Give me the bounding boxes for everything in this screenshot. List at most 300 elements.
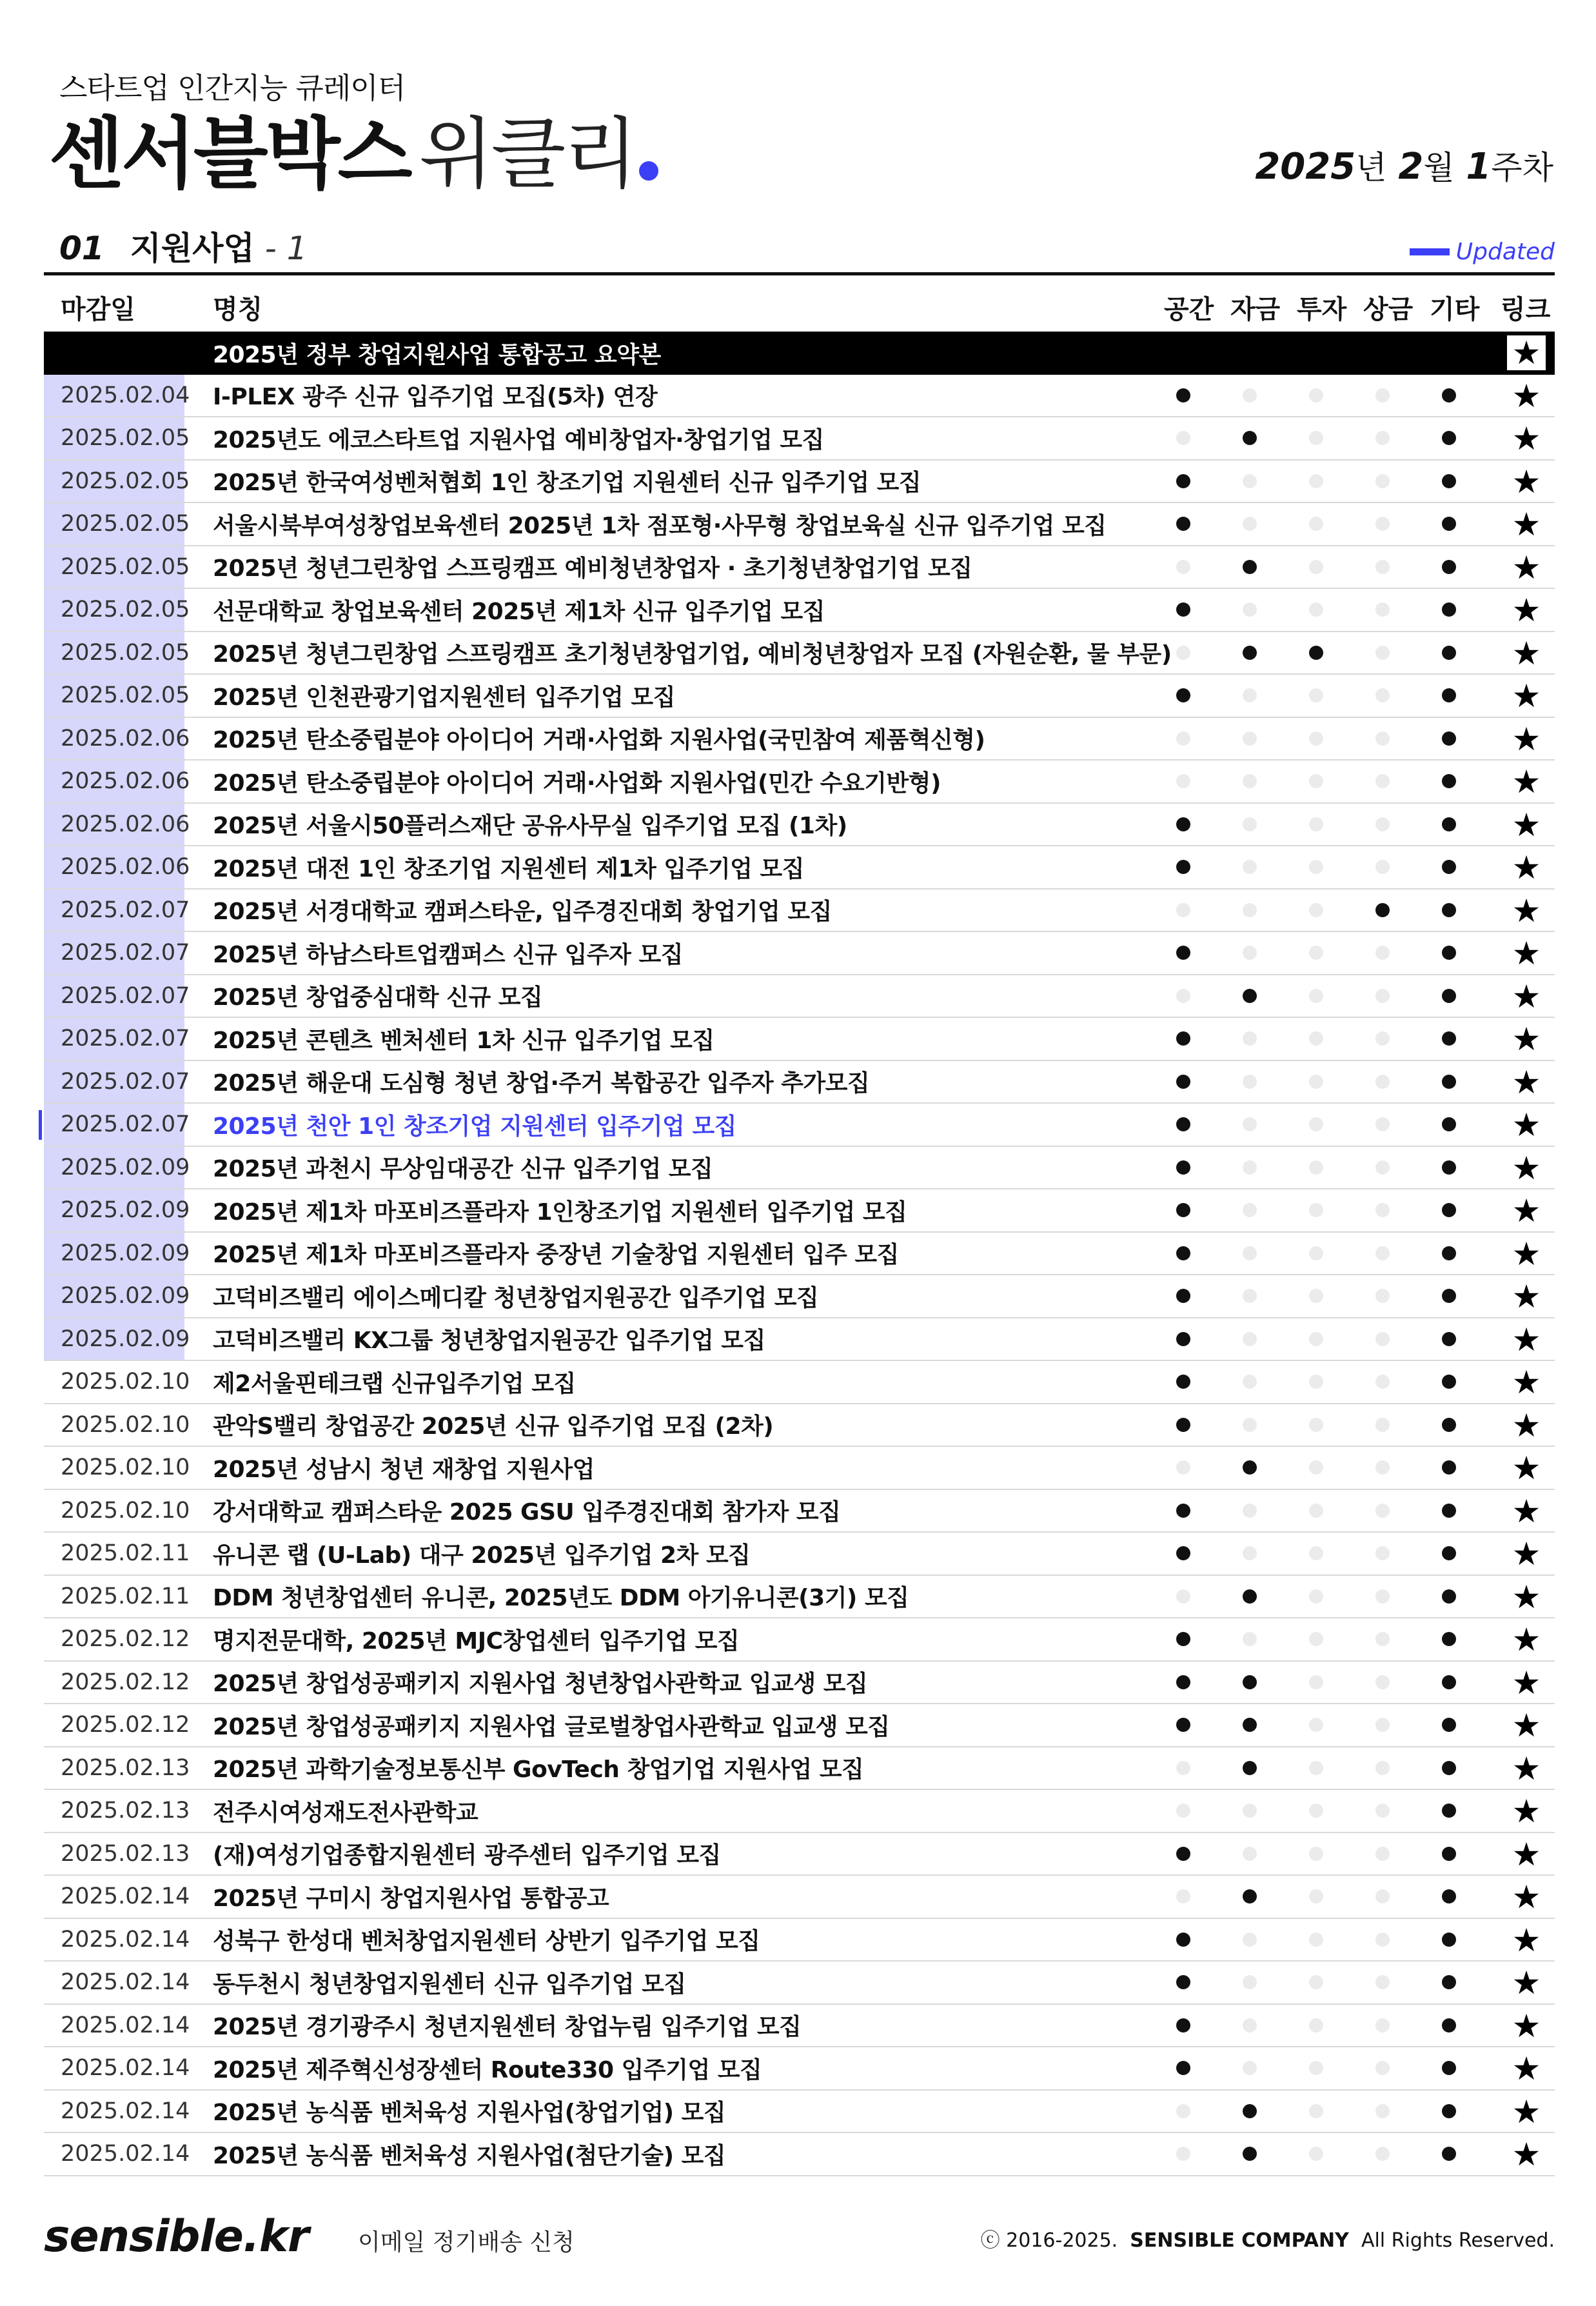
table-row[interactable] [44, 932, 1555, 975]
empty-dot-icon [1375, 774, 1390, 788]
empty-dot-icon [1243, 388, 1257, 403]
empty-dot-icon [1309, 1332, 1323, 1346]
row-prize-cell [1363, 804, 1402, 846]
empty-dot-icon [1375, 560, 1390, 574]
brand-bold: 센서블박스 [49, 110, 410, 199]
row-space-cell [1164, 1189, 1203, 1231]
row-deadline: 2025.02.10 [61, 1455, 190, 1481]
row-deadline: 2025.02.09 [44, 1147, 184, 1189]
row-prize-cell [1363, 1662, 1402, 1704]
row-prize-cell [1363, 1490, 1402, 1532]
row-title[interactable]: 2025년 과천시 무상임대공간 신규 입주기업 모집 [213, 1156, 713, 1183]
col-link: 링크 [1501, 295, 1551, 324]
star-link-icon[interactable]: ★ [1507, 1794, 1546, 1829]
row-prize-cell [1363, 1919, 1402, 1961]
row-fund-cell [1230, 1104, 1269, 1146]
row-etc-cell [1430, 1189, 1468, 1231]
star-link-icon[interactable]: ★ [1507, 2051, 1546, 2086]
row-prize-cell [1363, 503, 1402, 545]
row-title[interactable]: 2025년 제1차 마포비즈플라자 1인창조기업 지원센터 입주기업 모집 [213, 1198, 907, 1226]
updated-bar-icon [1410, 248, 1450, 255]
row-title[interactable]: 2025년 대전 1인 창조기업 지원센터 제1차 입주기업 모집 [213, 855, 805, 882]
table-row[interactable] [44, 1447, 1555, 1490]
empty-dot-icon [1375, 1847, 1390, 1861]
row-title[interactable]: 2025년 제주혁신성장센터 Route330 입주기업 모집 [213, 2056, 762, 2083]
copyright-company: SENSIBLE COMPANY [1130, 2229, 1349, 2252]
empty-dot-icon [1375, 1804, 1390, 1818]
star-link-icon[interactable]: ★ [1507, 979, 1546, 1014]
row-title[interactable]: 관악S밸리 창업공간 2025년 신규 입주기업 모집 (2차) [213, 1413, 774, 1440]
star-link-icon[interactable]: ★ [1507, 2137, 1546, 2172]
table-row[interactable] [44, 1104, 1555, 1147]
filled-dot-icon [1243, 1589, 1257, 1604]
row-space-cell [1164, 760, 1203, 802]
table-row[interactable] [44, 890, 1555, 933]
star-link-icon[interactable]: ★ [1507, 335, 1546, 370]
row-fund-cell [1230, 1962, 1269, 2003]
empty-dot-icon [1176, 2104, 1190, 2118]
row-title[interactable]: 2025년 탄소중립분야 아이디어 거래·사업화 지원사업(민간 수요기반형) [213, 770, 941, 797]
row-deadline: 2025.02.10 [61, 1369, 190, 1395]
empty-dot-icon [1243, 2061, 1257, 2075]
empty-dot-icon [1309, 2018, 1323, 2033]
empty-dot-icon [1309, 903, 1323, 917]
row-etc-cell [1430, 1490, 1468, 1532]
table-row[interactable] [44, 2047, 1555, 2091]
filled-dot-icon [1442, 903, 1456, 917]
row-title[interactable]: 2025년 해운대 도심형 청년 창업·주거 복합공간 입주자 추가모집 [213, 1070, 870, 1097]
col-date: 마감일 [61, 295, 135, 324]
row-prize-cell [1363, 1018, 1402, 1060]
row-title[interactable]: 2025년 청년그린창업 스프링캠프 초기청년창업기업, 예비청년창업자 모집 (자원순환, 물 부문) [213, 641, 1172, 668]
row-space-cell [1164, 890, 1203, 931]
row-etc-cell [1430, 1018, 1468, 1060]
row-prize-cell [1363, 1704, 1402, 1746]
table-row[interactable] [44, 1876, 1555, 1919]
row-title[interactable]: 명지전문대학, 2025년 MJC창업센터 입주기업 모집 [213, 1627, 740, 1655]
empty-dot-icon [1375, 1332, 1390, 1346]
row-invest-cell [1297, 375, 1335, 417]
row-space-cell [1164, 1147, 1203, 1189]
row-prize-cell [1363, 2047, 1402, 2089]
empty-dot-icon [1243, 1847, 1257, 1861]
row-title[interactable]: 고덕비즈밸리 에이스메디칼 청년창업지원공간 입주기업 모집 [213, 1284, 819, 1311]
table-row[interactable] [44, 718, 1555, 761]
row-etc-cell [1430, 1533, 1468, 1575]
filled-dot-icon [1176, 1632, 1190, 1646]
row-prize-cell [1363, 1833, 1402, 1875]
row-title[interactable]: 2025년 창업성공패키지 지원사업 청년창업사관학교 입교생 모집 [213, 1671, 868, 1698]
star-link-icon[interactable]: ★ [1507, 507, 1546, 542]
empty-dot-icon [1176, 1761, 1190, 1775]
table-row[interactable] [44, 804, 1555, 847]
row-title[interactable]: 2025년 서울시50플러스재단 공유사무실 입주기업 모집 (1차) [213, 813, 847, 840]
row-invest-cell [1297, 1833, 1335, 1875]
table-row[interactable] [44, 2133, 1555, 2176]
filled-dot-icon [1442, 1075, 1456, 1089]
table-row[interactable] [44, 461, 1555, 504]
star-link-icon[interactable]: ★ [1507, 636, 1546, 671]
empty-dot-icon [1243, 1632, 1257, 1646]
row-deadline: 2025.02.05 [44, 503, 184, 545]
row-fund-cell [1230, 1404, 1269, 1446]
star-link-icon[interactable]: ★ [1507, 1151, 1546, 1186]
row-prize-cell [1363, 760, 1402, 802]
row-fund-cell [1230, 1704, 1269, 1746]
row-etc-cell [1430, 417, 1468, 459]
row-etc-cell [1430, 1061, 1468, 1103]
filled-dot-icon [1176, 1160, 1190, 1175]
filled-dot-icon [1442, 517, 1456, 531]
filled-dot-icon [1243, 1718, 1257, 1732]
star-link-icon[interactable]: ★ [1507, 593, 1546, 628]
table-row[interactable] [44, 1275, 1555, 1318]
row-title[interactable]: I-PLEX 광주 신규 입주기업 모집(5차) 연장 [213, 384, 658, 411]
empty-dot-icon [1243, 731, 1257, 746]
row-prize-cell [1363, 1361, 1402, 1403]
row-title[interactable]: 고덕비즈밸리 KX그룹 청년창업지원공간 입주기업 모집 [213, 1327, 765, 1355]
row-etc-cell [1430, 1618, 1468, 1660]
copyright-suffix: All Rights Reserved. [1361, 2229, 1555, 2252]
row-prize-cell [1363, 375, 1402, 417]
summary-title[interactable]: 2025년 정부 창업지원사업 통합공고 요약본 [213, 341, 661, 368]
row-deadline: 2025.02.07 [44, 1061, 184, 1103]
row-etc-cell [1430, 1662, 1468, 1704]
star-link-icon[interactable]: ★ [1507, 1708, 1546, 1743]
table-row[interactable] [44, 589, 1555, 632]
table-row[interactable] [44, 1919, 1555, 1962]
table-row[interactable] [44, 1147, 1555, 1190]
row-etc-cell [1430, 375, 1468, 417]
star-link-icon[interactable]: ★ [1507, 1665, 1546, 1700]
section-title [59, 223, 307, 269]
row-etc-cell [1430, 718, 1468, 760]
row-title[interactable]: 2025년 청년그린창업 스프링캠프 예비청년창업자 · 초기청년창업기업 모집 [213, 555, 972, 582]
table-row[interactable] [44, 1318, 1555, 1362]
subscribe-link[interactable]: 이메일 정기배송 신청 [358, 2229, 575, 2256]
row-invest-cell [1297, 1447, 1335, 1489]
table-row[interactable] [44, 975, 1555, 1019]
row-title[interactable]: 2025년 서경대학교 캠퍼스타운, 입주경진대회 창업기업 모집 [213, 899, 832, 926]
row-fund-cell [1230, 1490, 1269, 1532]
row-title[interactable]: 2025년 과학기술정보통신부 GovTech 창업기업 지원사업 모집 [213, 1756, 864, 1784]
empty-dot-icon [1309, 860, 1323, 874]
row-title[interactable]: 2025년 천안 1인 창조기업 지원센터 입주기업 모집 [213, 1113, 736, 1140]
table-row[interactable] [44, 1533, 1555, 1576]
table-row[interactable] [44, 632, 1555, 675]
row-title[interactable]: 2025년 탄소중립분야 아이디어 거래·사업화 지원사업(국민참여 제품혁신형) [213, 727, 985, 754]
row-fund-cell [1230, 461, 1269, 502]
empty-dot-icon [1176, 2147, 1190, 2161]
empty-dot-icon [1243, 688, 1257, 702]
empty-dot-icon [1309, 431, 1323, 445]
row-invest-cell [1297, 417, 1335, 459]
row-title[interactable]: 2025년 한국여성벤처협회 1인 창조기업 지원센터 신규 입주기업 모집 [213, 470, 921, 497]
star-link-icon[interactable]: ★ [1507, 808, 1546, 842]
row-invest-cell [1297, 2005, 1335, 2047]
row-prize-cell [1363, 1447, 1402, 1489]
table-row[interactable] [44, 503, 1555, 546]
filled-dot-icon [1442, 1933, 1456, 1947]
filled-dot-icon [1442, 388, 1456, 403]
table-row[interactable] [44, 546, 1555, 590]
table-row[interactable] [44, 1189, 1555, 1233]
row-invest-cell [1297, 2091, 1335, 2132]
table-row[interactable] [44, 1061, 1555, 1104]
row-fund-cell [1230, 890, 1269, 931]
filled-dot-icon [1442, 474, 1456, 488]
row-fund-cell [1230, 2047, 1269, 2089]
filled-dot-icon [1442, 817, 1456, 831]
filled-dot-icon [1442, 560, 1456, 574]
row-title[interactable]: 동두천시 청년창업지원센터 신규 입주기업 모집 [213, 1971, 686, 1998]
filled-dot-icon [1176, 1675, 1190, 1689]
empty-dot-icon [1243, 1203, 1257, 1217]
row-title[interactable]: DDM 청년창업센터 유니콘, 2025년도 DDM 아기유니콘(3기) 모집 [213, 1585, 909, 1612]
summary-row[interactable] [44, 332, 1555, 375]
filled-dot-icon [1176, 602, 1190, 617]
empty-dot-icon [1243, 1332, 1257, 1346]
filled-dot-icon [1176, 688, 1190, 702]
row-fund-cell [1230, 1790, 1269, 1832]
col-etc: 기타 [1430, 295, 1480, 324]
star-link-icon[interactable]: ★ [1507, 1237, 1546, 1271]
row-space-cell [1164, 2005, 1203, 2047]
row-invest-cell [1297, 1533, 1335, 1575]
star-link-icon[interactable]: ★ [1507, 1279, 1546, 1314]
row-space-cell [1164, 1662, 1203, 1704]
row-title[interactable]: 2025년 콘텐츠 벤처센터 1차 신규 입주기업 모집 [213, 1027, 714, 1054]
star-link-icon[interactable]: ★ [1507, 2009, 1546, 2043]
table-row[interactable] [44, 375, 1555, 418]
filled-dot-icon [1176, 1504, 1190, 1518]
row-deadline: 2025.02.14 [61, 1884, 190, 1910]
filled-dot-icon [1442, 2061, 1456, 2075]
empty-dot-icon [1176, 560, 1190, 574]
row-title[interactable]: 2025년 창업성공패키지 지원사업 글로벌창업사관학교 입교생 모집 [213, 1713, 890, 1740]
row-title[interactable]: 전주시여성재도전사관학교 [213, 1799, 478, 1826]
table-row[interactable] [44, 760, 1555, 804]
table-row[interactable] [44, 1490, 1555, 1533]
empty-dot-icon [1375, 817, 1390, 831]
row-invest-cell [1297, 2047, 1335, 2089]
row-space-cell [1164, 1233, 1203, 1275]
empty-dot-icon [1309, 1761, 1323, 1775]
row-deadline: 2025.02.05 [44, 632, 184, 674]
filled-dot-icon [1442, 1975, 1456, 1989]
star-link-icon[interactable]: ★ [1507, 550, 1546, 585]
table-header [44, 277, 1555, 329]
star-link-icon[interactable]: ★ [1507, 893, 1546, 928]
table-row[interactable] [44, 1018, 1555, 1061]
row-etc-cell [1430, 1876, 1468, 1918]
empty-dot-icon [1243, 817, 1257, 831]
row-etc-cell [1430, 1747, 1468, 1789]
empty-dot-icon [1309, 388, 1323, 403]
star-link-icon[interactable]: ★ [1507, 1494, 1546, 1529]
star-link-icon[interactable]: ★ [1507, 1193, 1546, 1228]
table-row[interactable] [44, 1233, 1555, 1276]
empty-dot-icon [1375, 431, 1390, 445]
empty-dot-icon [1176, 1804, 1190, 1818]
empty-dot-icon [1176, 989, 1190, 1003]
row-title[interactable]: 유니콘 랩 (U-Lab) 대구 2025년 입주기업 2차 모집 [213, 1542, 751, 1569]
filled-dot-icon [1442, 2147, 1456, 2161]
table-row[interactable] [44, 1576, 1555, 1619]
row-title[interactable]: 2025년도 에코스타트업 지원사업 예비창업자·창업기업 모집 [213, 426, 824, 453]
row-title[interactable]: 2025년 경기광주시 청년지원센터 창업누림 입주기업 모집 [213, 2014, 802, 2041]
row-title[interactable]: 성북구 한성대 벤처창업지원센터 상반기 입주기업 모집 [213, 1928, 760, 1955]
star-link-icon[interactable]: ★ [1507, 850, 1546, 885]
table-row[interactable] [44, 417, 1555, 461]
empty-dot-icon [1309, 1718, 1323, 1732]
row-title[interactable]: 2025년 창업중심대학 신규 모집 [213, 984, 543, 1011]
table-row[interactable] [44, 2091, 1555, 2134]
filled-dot-icon [1442, 1632, 1456, 1646]
filled-dot-icon [1176, 388, 1190, 403]
row-title[interactable]: 2025년 구미시 창업지원사업 통합공고 [213, 1885, 609, 1912]
row-prize-cell [1363, 1104, 1402, 1146]
table-row[interactable] [44, 1618, 1555, 1662]
row-title[interactable]: 2025년 농식품 벤처육성 지원사업(창업기업) 모집 [213, 2100, 726, 2127]
row-prize-cell [1363, 1147, 1402, 1189]
star-link-icon[interactable]: ★ [1507, 1322, 1546, 1357]
row-etc-cell [1430, 1790, 1468, 1832]
row-space-cell [1164, 804, 1203, 846]
star-link-icon[interactable]: ★ [1507, 1108, 1546, 1142]
star-link-icon[interactable]: ★ [1507, 764, 1546, 799]
star-link-icon[interactable]: ★ [1507, 1923, 1546, 1958]
table-row[interactable] [44, 675, 1555, 718]
table-row[interactable] [44, 1361, 1555, 1404]
row-deadline: 2025.02.14 [61, 2098, 190, 2124]
empty-dot-icon [1375, 1418, 1390, 1432]
row-etc-cell [1430, 1576, 1468, 1618]
empty-dot-icon [1375, 517, 1390, 531]
empty-dot-icon [1309, 1546, 1323, 1560]
empty-dot-icon [1375, 1933, 1390, 1947]
star-link-icon[interactable]: ★ [1507, 1065, 1546, 1100]
row-deadline: 2025.02.12 [61, 1712, 190, 1738]
footer-logo[interactable]: sensible.kr [44, 2211, 309, 2262]
row-fund-cell [1230, 1233, 1269, 1275]
row-title[interactable]: 제2서울핀테크랩 신규입주기업 모집 [213, 1370, 576, 1397]
empty-dot-icon [1375, 1117, 1390, 1131]
row-invest-cell [1297, 1490, 1335, 1532]
star-link-icon[interactable]: ★ [1507, 421, 1546, 456]
row-title[interactable]: 강서대학교 캠퍼스타운 2025 GSU 입주경진대회 참가자 모집 [213, 1499, 841, 1526]
week-number-unit: 주차 [1491, 149, 1553, 186]
star-link-icon[interactable]: ★ [1507, 679, 1546, 713]
table-row[interactable] [44, 1790, 1555, 1833]
week-label [1255, 142, 1553, 188]
row-title[interactable]: 서울시북부여성창업보육센터 2025년 1차 점포형·사무형 창업보육실 신규 입주기업 모집 [213, 512, 1107, 539]
row-deadline: 2025.02.14 [61, 2012, 190, 2038]
empty-dot-icon [1309, 474, 1323, 488]
filled-dot-icon [1176, 860, 1190, 874]
row-space-cell [1164, 1104, 1203, 1146]
table-row[interactable] [44, 1662, 1555, 1705]
empty-dot-icon [1309, 1675, 1323, 1689]
empty-dot-icon [1243, 1031, 1257, 1046]
star-link-icon[interactable]: ★ [1507, 1837, 1546, 1872]
star-link-icon[interactable]: ★ [1507, 379, 1546, 413]
row-title[interactable]: 2025년 하남스타트업캠퍼스 신규 입주자 모집 [213, 941, 684, 968]
star-link-icon[interactable]: ★ [1507, 1622, 1546, 1657]
section-sub: - 1 [254, 230, 308, 267]
row-deadline: 2025.02.14 [61, 1926, 190, 1953]
row-etc-cell [1430, 1404, 1468, 1446]
row-deadline: 2025.02.07 [44, 1104, 184, 1146]
star-link-icon[interactable]: ★ [1507, 1022, 1546, 1057]
row-title[interactable]: 2025년 성남시 청년 재창업 지원사업 [213, 1456, 595, 1483]
row-invest-cell [1297, 1361, 1335, 1403]
row-fund-cell [1230, 1833, 1269, 1875]
row-invest-cell [1297, 1747, 1335, 1789]
row-space-cell [1164, 1747, 1203, 1789]
table-row[interactable] [44, 1704, 1555, 1747]
row-title[interactable]: 2025년 인천관광기업지원센터 입주기업 모집 [213, 684, 675, 711]
star-link-icon[interactable]: ★ [1507, 1536, 1546, 1571]
row-fund-cell [1230, 846, 1269, 888]
empty-dot-icon [1243, 1975, 1257, 1989]
empty-dot-icon [1375, 731, 1390, 746]
empty-dot-icon [1375, 1589, 1390, 1604]
row-title[interactable]: (재)여성기업종합지원센터 광주센터 입주기업 모집 [213, 1842, 721, 1869]
row-space-cell [1164, 503, 1203, 545]
row-prize-cell [1363, 461, 1402, 502]
star-link-icon[interactable]: ★ [1507, 2094, 1546, 2129]
table-row[interactable] [44, 846, 1555, 890]
empty-dot-icon [1309, 1889, 1323, 1903]
brand-light: 위클리 [419, 110, 636, 199]
row-deadline: 2025.02.13 [61, 1798, 190, 1824]
row-fund-cell [1230, 1747, 1269, 1789]
empty-dot-icon [1375, 688, 1390, 702]
star-link-icon[interactable]: ★ [1507, 1580, 1546, 1615]
row-prize-cell [1363, 1233, 1402, 1275]
star-link-icon[interactable]: ★ [1507, 722, 1546, 757]
empty-dot-icon [1309, 774, 1323, 788]
row-invest-cell [1297, 1876, 1335, 1918]
row-title[interactable]: 선문대학교 창업보육센터 2025년 제1차 신규 입주기업 모집 [213, 598, 825, 625]
copyright [981, 2224, 1555, 2252]
table-row[interactable] [44, 1747, 1555, 1791]
table-row[interactable] [44, 1833, 1555, 1876]
table-row[interactable] [44, 1404, 1555, 1447]
star-link-icon[interactable]: ★ [1507, 464, 1546, 499]
table-row[interactable] [44, 1962, 1555, 2005]
empty-dot-icon [1375, 1031, 1390, 1046]
star-link-icon[interactable]: ★ [1507, 1451, 1546, 1486]
row-prize-cell [1363, 1618, 1402, 1660]
row-deadline: 2025.02.09 [44, 1233, 184, 1275]
star-link-icon[interactable]: ★ [1507, 1365, 1546, 1400]
row-invest-cell [1297, 1061, 1335, 1103]
table-row[interactable] [44, 2005, 1555, 2048]
star-link-icon[interactable]: ★ [1507, 1751, 1546, 1786]
row-title[interactable]: 2025년 제1차 마포비즈플라자 중장년 기술창업 지원센터 입주 모집 [213, 1242, 899, 1269]
empty-dot-icon [1375, 2104, 1390, 2118]
row-invest-cell [1297, 632, 1335, 674]
star-link-icon[interactable]: ★ [1507, 1965, 1546, 2000]
star-link-icon[interactable]: ★ [1507, 936, 1546, 971]
row-space-cell [1164, 1490, 1203, 1532]
star-link-icon[interactable]: ★ [1507, 1880, 1546, 1914]
row-invest-cell [1297, 1404, 1335, 1446]
row-title[interactable]: 2025년 농식품 벤처육성 지원사업(첨단기술) 모집 [213, 2142, 726, 2169]
star-link-icon[interactable]: ★ [1507, 1408, 1546, 1443]
